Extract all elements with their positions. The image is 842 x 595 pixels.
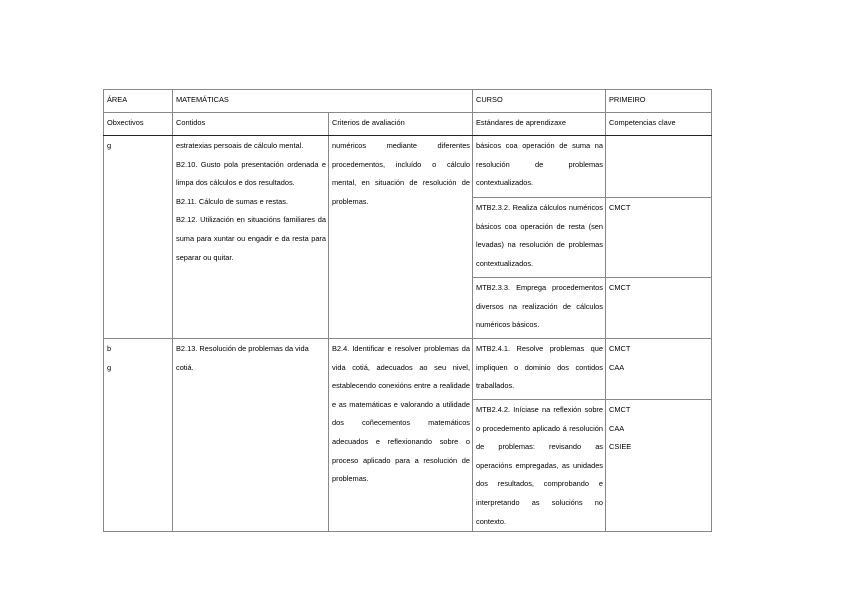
- curriculum-table: [103, 89, 712, 532]
- objectivo-cell: g: [104, 136, 173, 339]
- standard-cell: MTB2.4.1. Resolve problemas que impliquen o dominio dos contidos traballados.: [473, 339, 606, 400]
- standard-cell: MTB2.3.3. Emprega procedementos diversos na realización de cálculos numéricos básicos.: [473, 278, 606, 339]
- competencia-item: CSIEE: [609, 442, 632, 452]
- curso-label: CURSO: [473, 90, 606, 113]
- header-row-columns: [104, 113, 712, 136]
- objectivo-item: g: [107, 362, 112, 372]
- contido-item: B2.12. Utilización en situacións familiares da suma para xuntar ou engadir e da resta para separar ou quitar.: [176, 215, 326, 262]
- contido-cell: B2.13. Resolución de problemas da vida cotiá.: [173, 339, 329, 532]
- contido-item: estratexias persoais de cálculo mental.: [176, 141, 304, 150]
- competencias-cell: [606, 400, 712, 532]
- competencia-item: CMCT: [609, 344, 631, 353]
- header-row-area: [104, 90, 712, 113]
- competencias-cell: CMCT: [606, 198, 712, 278]
- col-competencias: Competencias clave: [606, 113, 712, 136]
- curso-value: PRIMEIRO: [606, 90, 712, 113]
- contido-item: B2.10. Gusto pola presentación ordenada e limpa dos cálculos e dos resultados.: [176, 159, 326, 188]
- competencia-item: CAA: [609, 423, 625, 433]
- contidos-cell: [173, 136, 329, 339]
- competencia-item: CMCT: [609, 405, 631, 414]
- area-value: MATEMÁTICAS: [173, 90, 473, 113]
- standard-cell: MTB2.4.2. Iníciase na reflexión sobre o procedemento aplicado á resolución de problemas: revisando as operacións empregadas, as unidades dos resultados, comprobando e interpretando as solucións no contexto.: [473, 400, 606, 532]
- table-row: [104, 136, 712, 198]
- competencias-cell: [606, 136, 712, 198]
- col-estandares: Estándares de aprendizaxe: [473, 113, 606, 136]
- col-objectivos: Obxectivos: [104, 113, 173, 136]
- criterio-cell: B2.4. Identificar e resolver problemas da vida cotiá, adecuados ao seu nivel, establecendo conexións entre a realidade e as matemáticas e valorando a utilidade dos coñecementos matemáticos adecuados e reflexionando sobre o proceso aplicado para a resolución de problemas.: [329, 339, 473, 532]
- col-criterios: Criterios de avaliación: [329, 113, 473, 136]
- competencias-cell: CMCT: [606, 278, 712, 339]
- competencia-item: CAA: [609, 362, 625, 372]
- competencias-cell: [606, 339, 712, 400]
- contido-item: B2.11. Cálculo de sumas e restas.: [176, 196, 289, 206]
- criterio-cell: numéricos mediante diferentes procedementos, incluído o cálculo mental, en situación de resolución de problemas.: [329, 136, 473, 339]
- objectivo-item: b: [107, 344, 112, 353]
- table-row: [104, 339, 712, 400]
- standard-cell: MTB2.3.2. Realiza cálculos numéricos básicos coa operación de resta (sen levadas) na resolución de problemas contextualizados.: [473, 198, 606, 278]
- standard-cell: básicos coa operación de suma na resolución de problemas contextualizados.: [473, 136, 606, 198]
- objectivos-cell: [104, 339, 173, 532]
- col-contidos: Contidos: [173, 113, 329, 136]
- area-label: ÁREA: [104, 90, 173, 113]
